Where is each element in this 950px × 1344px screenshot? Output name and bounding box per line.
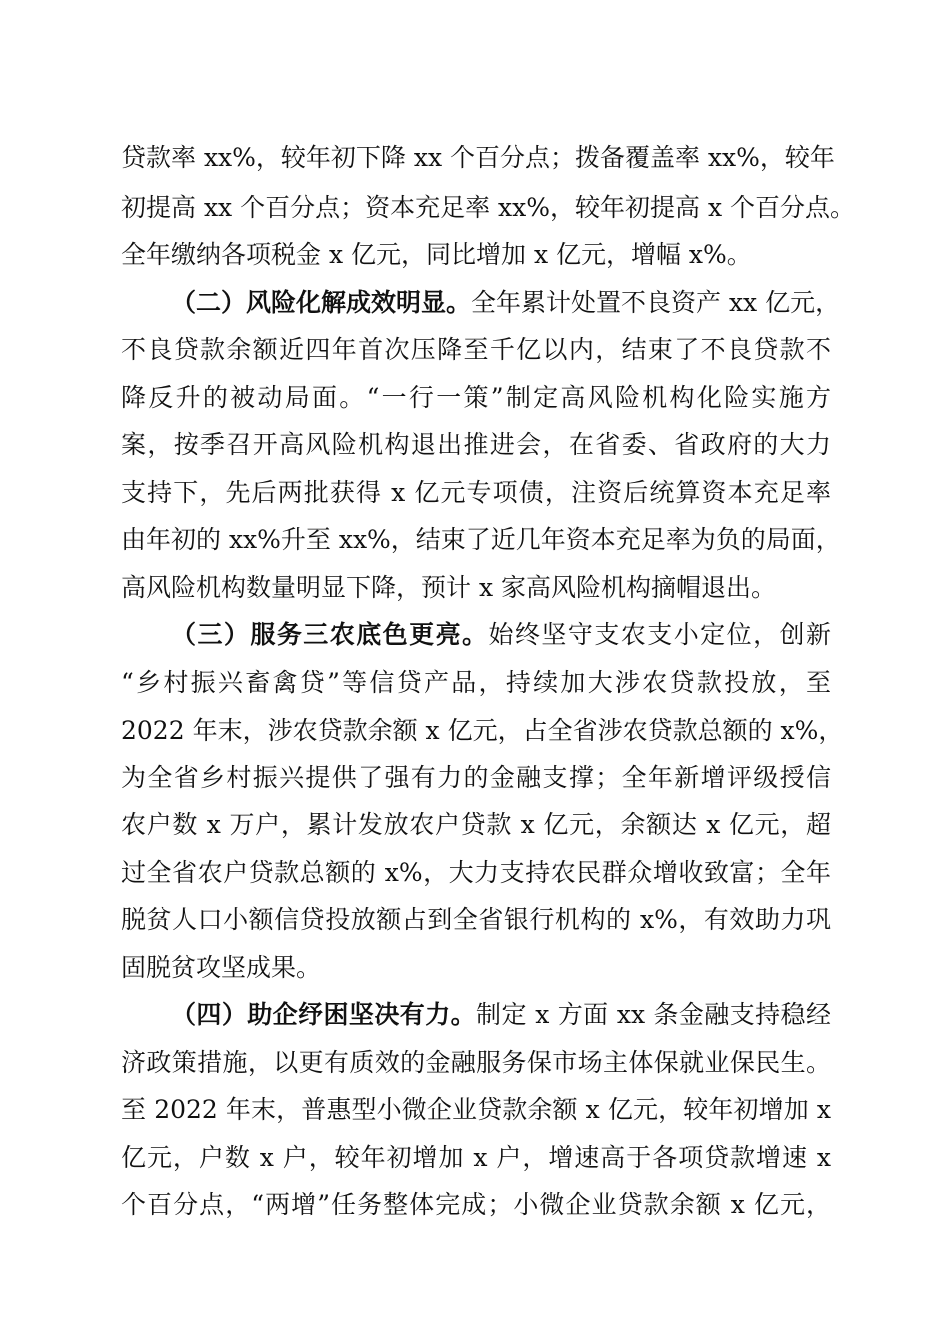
section-2-first-line — [171, 283, 841, 323]
section-3-line-3: 为全省乡村振兴提供了强有力的金融支撑；全年新增评级授信 — [121, 763, 831, 792]
section-2-line-4: 支持下，先后两批获得 x 亿元专项债，注资后统算资本充足率 — [121, 478, 831, 507]
section-3-line-1: “乡村振兴畜禽贷”等信贷产品，持续加大涉农贷款投放，至 — [121, 668, 831, 697]
section-4-first-line-text: 制定 x 方面 xx 条金融支持稳经 — [476, 1000, 831, 1029]
section-3-first-line — [171, 615, 831, 655]
section-3-line-6: 脱贫人口小额信贷投放额占到全省银行机构的 x%，有效助力巩 — [121, 905, 831, 934]
section-3-line-5: 过全省农户贷款总额的 x%，大力支持农民群众增收致富；全年 — [121, 858, 831, 887]
paragraph-1-line-3: 全年缴纳各项税金 x 亿元，同比增加 x 亿元，增幅 x%。 — [121, 240, 752, 269]
section-2-first-line-text: 全年累计处置不良资产 xx 亿元， — [471, 288, 841, 317]
section-2-heading: （二）风险化解成效明显。 — [171, 288, 472, 317]
paragraph-1-line-1: 贷款率 xx%，较年初下降 xx 个百分点；拨备覆盖率 xx%，较年 — [121, 143, 835, 172]
section-4-first-line — [171, 995, 831, 1035]
section-4-line-3: 亿元，户数 x 户，较年初增加 x 户，增速高于各项贷款增速 x — [121, 1143, 831, 1172]
section-3-heading: （三）服务三农底色更亮。 — [171, 620, 489, 649]
section-2-line-3: 案，按季召开高风险机构退出推进会，在省委、省政府的大力 — [121, 430, 831, 459]
paragraph-1-line-2: 初提高 xx 个百分点；资本充足率 xx%，较年初提高 x 个百分点。 — [121, 193, 855, 222]
section-3-first-line-text: 始终坚守支农支小定位，创新 — [488, 620, 831, 649]
section-2-line-5: 由年初的 xx%升至 xx%，结束了近几年资本充足率为负的局面， — [121, 525, 841, 554]
section-4-heading: （四）助企纾困坚决有力。 — [171, 1000, 477, 1029]
section-3-line-2: 2022 年末，涉农贷款余额 x 亿元，占全省涉农贷款总额的 x%， — [121, 716, 844, 745]
section-2-line-6: 高风险机构数量明显下降，预计 x 家高风险机构摘帽退出。 — [121, 573, 776, 602]
section-2-line-2: 降反升的被动局面。“一行一策”制定高风险机构化险实施方 — [121, 383, 831, 412]
section-3-line-7: 固脱贫攻坚成果。 — [121, 953, 322, 982]
section-4-line-4: 个百分点，“两增”任务整体完成；小微企业贷款余额 x 亿元， — [121, 1190, 831, 1219]
section-3-line-4: 农户数 x 万户，累计发放农户贷款 x 亿元，余额达 x 亿元，超 — [121, 810, 831, 839]
section-2-line-1: 不良贷款余额近四年首次压降至千亿以内，结束了不良贷款不 — [121, 335, 831, 364]
section-4-line-2: 至 2022 年末，普惠型小微企业贷款余额 x 亿元，较年初增加 x — [121, 1095, 831, 1124]
section-4-line-1: 济政策措施，以更有质效的金融服务保市场主体保就业保民生。 — [121, 1048, 831, 1077]
